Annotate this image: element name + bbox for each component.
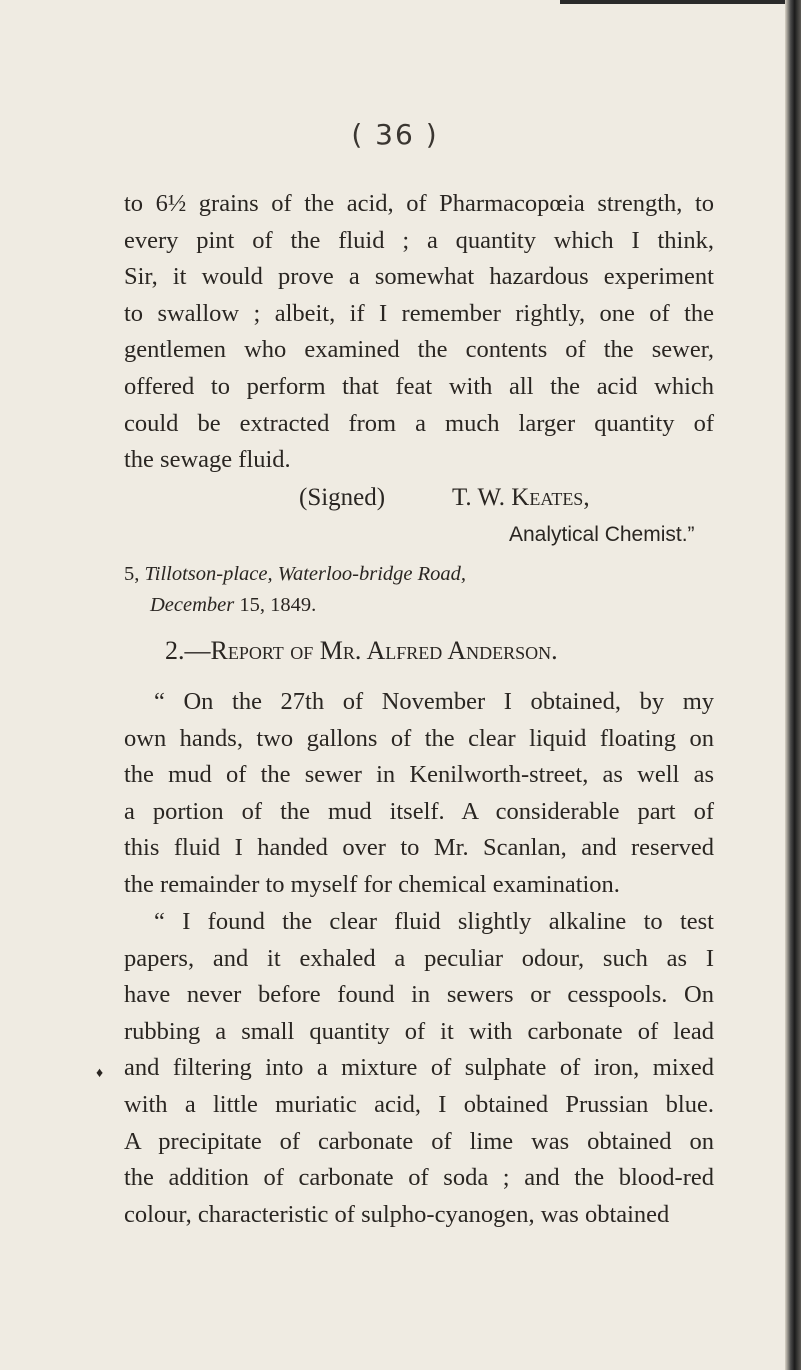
text-line: with a little muriatic acid, I obtained Prussian blue.	[124, 1090, 714, 1118]
text-line: A precipitate of carbonate of lime was obtained on	[124, 1127, 714, 1155]
text-line: own hands, two gallons of the clear liquid floating on	[124, 724, 714, 752]
text-line: and filtering into a mixture of sulphate of iron, mixed	[124, 1054, 714, 1082]
signature-name: T. W. Keates,	[452, 484, 590, 511]
text-line: “ I found the clear fluid slightly alkaline to test	[154, 908, 714, 935]
address-line-1	[124, 563, 466, 586]
address-month: December	[150, 594, 235, 616]
text-line: colour, characteristic of sulpho-cyanogen, was obtained	[124, 1200, 670, 1228]
page-edge-shadow	[785, 0, 801, 1370]
page-top-border	[560, 0, 801, 4]
address-date: 15, 1849.	[239, 594, 317, 616]
address-line-2	[150, 594, 316, 617]
paragraph-1	[124, 186, 714, 479]
address-number: 5,	[124, 563, 140, 585]
text-line: to 6½ grains of the acid, of Pharmacopœia strength, to	[124, 190, 714, 217]
signature-title: Analytical Chemist.”	[509, 523, 695, 546]
text-line: Sir, it would prove a somewhat hazardous experiment	[124, 263, 714, 291]
text-line: the remainder to myself for chemical examination.	[124, 870, 620, 898]
text-line: every pint of the fluid ; a quantity which I think,	[124, 226, 714, 254]
text-line: the sewage fluid.	[124, 446, 291, 474]
text-line: the addition of carbonate of soda ; and the blood-red	[124, 1164, 714, 1192]
text-line: the mud of the sewer in Kenilworth-street, as well as	[124, 761, 714, 789]
text-line: a portion of the mud itself. A considerable part of	[124, 797, 714, 825]
text-line: to swallow ; albeit, if I remember rightly, one of the	[124, 299, 714, 327]
text-line: “ On the 27th of November I obtained, by my	[154, 688, 714, 715]
text-line: could be extracted from a much larger quantity of	[124, 409, 714, 437]
margin-mark: ♦	[96, 1066, 104, 1081]
text-line: rubbing a small quantity of it with carbonate of lead	[124, 1017, 714, 1045]
text-line: offered to perform that feat with all the acid which	[124, 372, 714, 400]
report-heading: 2.—Report of Mr. Alfred Anderson.	[165, 636, 558, 665]
paragraph-2	[124, 684, 714, 904]
page-number: ( 36 )	[351, 118, 439, 151]
text-line: papers, and it exhaled a peculiar odour, such as I	[124, 944, 714, 972]
text-line: this fluid I handed over to Mr. Scanlan, and reserved	[124, 834, 714, 862]
address-place: Tillotson-place, Waterloo-bridge Road,	[144, 563, 467, 585]
signature-label: (Signed)	[299, 484, 386, 511]
text-line: gentlemen who examined the contents of the sewer,	[124, 336, 714, 364]
text-line: have never before found in sewers or cesspools. On	[124, 981, 714, 1009]
paragraph-3	[124, 904, 714, 1233]
